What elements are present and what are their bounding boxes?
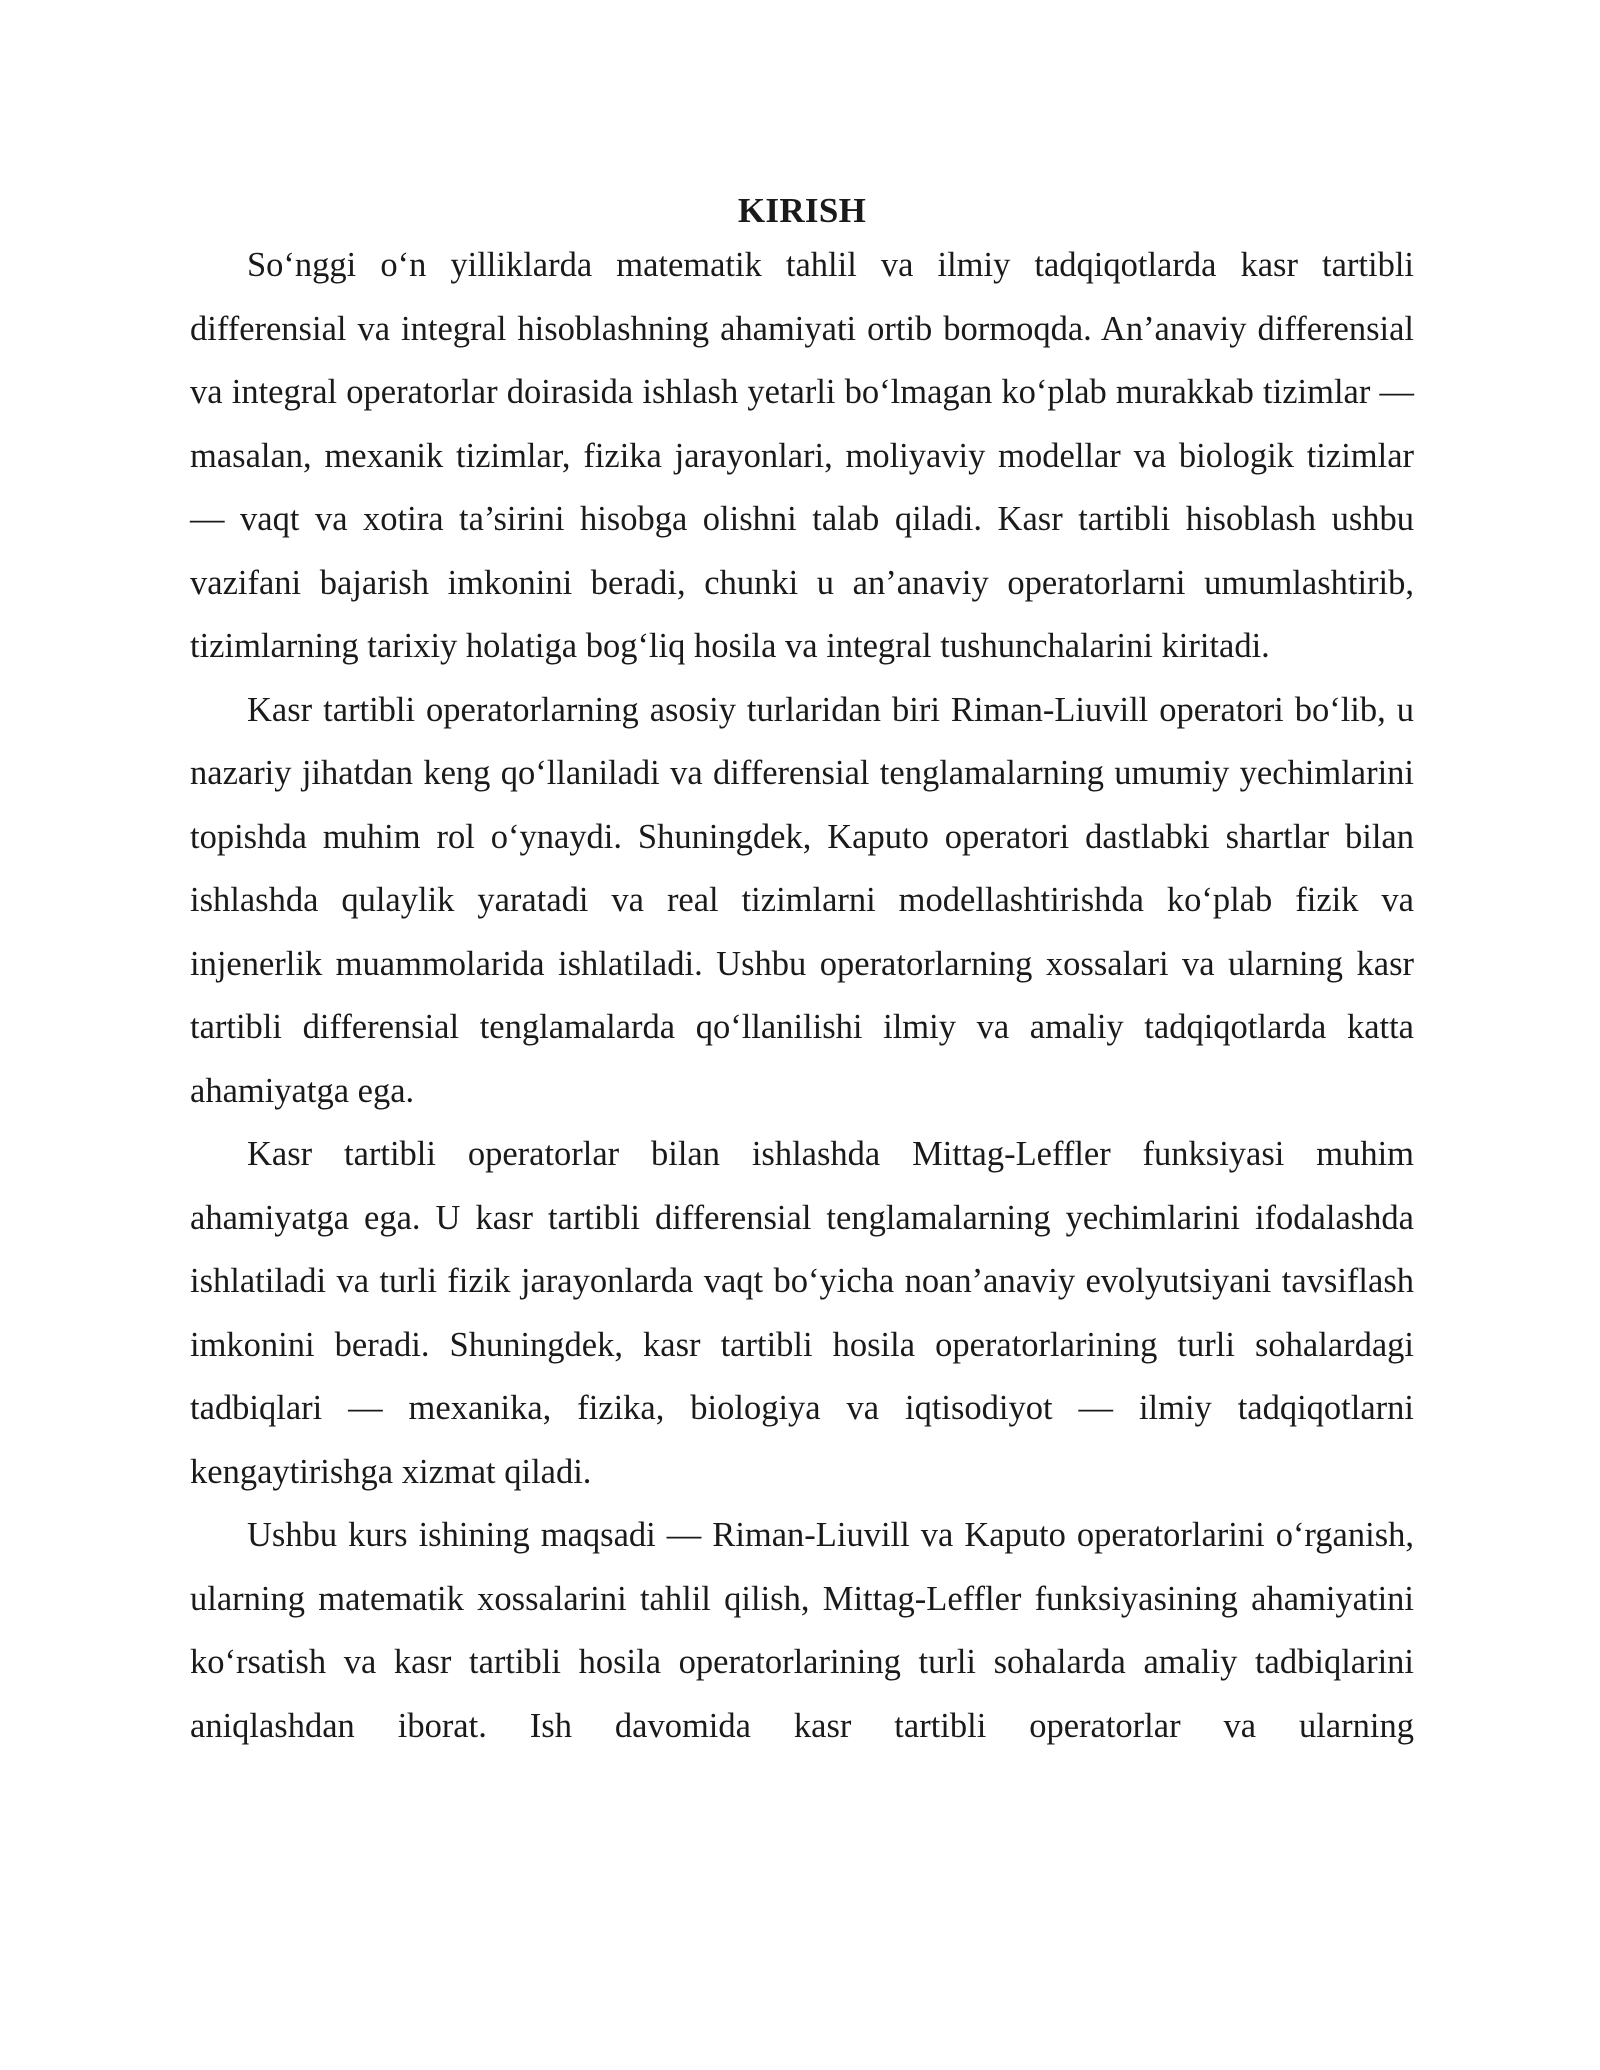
section-title: KIRISH — [737, 191, 867, 230]
paragraph-mittag-leffler: Kasr tartibli operatorlar bilan ishlashda Mittag-Leffler funksiyasi muhim ahamiyatga ega. U kasr tartibli differensial tenglamalarning yechimlarini ifodalashda ishlatiladi va turli fizik jarayonlarda vaqt bo‘yicha noan’anaviy evolyutsiyani tavsiflash imkonini beradi. Shuningdek, kasr tartibli hosila operatorlarining turli sohalardagi tadbiqlari — mexanika, fizika, biologiya va iqtisodiyot — ilmiy tadqiqotlarni kengaytirishga xizmat qiladi. — [190, 1135, 1414, 1491]
page-content — [190, 188, 1414, 1758]
paragraph-riemann-liouville: Kasr tartibli operatorlarning asosiy turlaridan biri Riman-Liuvill operatori bo‘lib, u nazariy jihatdan keng qo‘llaniladi va differensial tenglamalarning umumiy yechimlarini topishda muhim rol o‘ynaydi. Shuningdek, Kaputo operatori dastlabki shartlar bilan ishlashda qulaylik yaratadi va real tizimlarni modellashtirishda ko‘plab fizik va injenerlik muammolarida ishlatiladi. Ushbu operatorlarning xossalari va ularning kasr tartibli differensial tenglamalarda qo‘llanilishi ilmiy va amaliy tadqiqotlarda katta ahamiyatga ega. — [190, 690, 1414, 1110]
paragraph-intro: So‘nggi o‘n yilliklarda matematik tahlil va ilmiy tadqiqotlarda kasr tartibli differensial va integral hisoblashning ahamiyati ortib bormoqda. An’anaviy differensial va integral operatorlar doirasida ishlash yetarli bo‘lmagan ko‘plab murakkab tizimlar — masalan, mexanik tizimlar, fizika jarayonlari, moliyaviy modellar va biologik tizimlar — vaqt va xotira ta’sirini hisobga olishni talab qiladi. Kasr tartibli hisoblash ushbu vazifani bajarish imkonini beradi, chunki u an’anaviy operatorlarni umumlashtirib, tizimlarning tarixiy holatiga bog‘liq hosila va integral tushunchalarini kiritadi. — [190, 246, 1414, 665]
paragraph-purpose: Ushbu kurs ishining maqsadi — Riman-Liuvill va Kaputo operatorlarini o‘rganish, ularning matematik xossalarini tahlil qilish, Mittag-Leffler funksiyasining ahamiyatini ko‘rsatish va kasr tartibli hosila operatorlarining turli sohalarda amaliy tadbiqlarini aniqlashdan iborat. Ish davomida kasr tartibli operatorlar va ularning — [190, 1516, 1414, 1745]
